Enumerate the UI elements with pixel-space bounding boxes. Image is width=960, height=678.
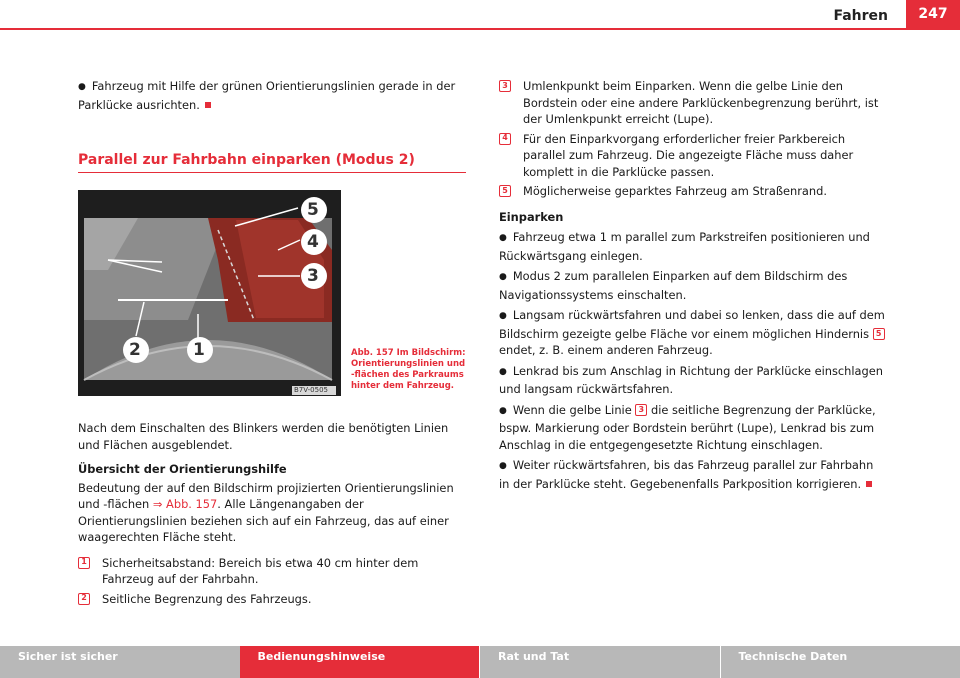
number-badge: 3 [499,80,511,92]
paragraph: Bedeutung der auf den Bildschirm projizierten Orientierungslinien und -flächen ⇒ Abb. 157. Alle Längenangaben der Orientierungslinien beziehen sich auf ein Fahrzeug, das auf einer waagerechten Fläche steht. [78,480,454,544]
figure-label-2: 2 [129,340,141,360]
page-number: 247 [906,0,960,29]
figure-code: B7V-0505 [294,386,328,394]
bullet-item: ● Wenn die gelbe Linie 3 die seitliche Begrenzung der Parklücke, bspw. Markierung oder Bordstein berührt (Lupe), Lenkrad bis zum Anschlag in die entgegengesetzte Richtung einschlagen. [499,402,887,454]
subheading: Einparken [499,209,564,224]
page-title: Fahren [833,8,888,24]
footer-tab-sicher[interactable]: Sicher ist sicher [0,646,240,678]
intro-bullet: ● Fahrzeug mit Hilfe der grünen Orientierungslinien gerade in der Parklücke ausrichten. [78,78,468,113]
list-item: 1 Sicherheitsabstand: Bereich bis etwa 40 cm hinter dem Fahrzeug auf der Fahrbahn. [78,555,468,588]
number-badge: 1 [78,557,90,569]
end-mark-icon [866,481,872,487]
parking-camera-figure [78,190,341,396]
number-badge: 5 [873,328,885,340]
number-badge: 5 [499,185,511,197]
footer-tab-rat[interactable]: Rat und Tat [479,646,720,678]
bullet-item: ● Langsam rückwärtsfahren und dabei so lenken, dass die auf dem Bildschirm gezeigte gelbe Fläche vor einem möglichen Hindernis 5 endet, z. B. einem anderen Fahrzeug. [499,307,887,359]
list-item: 3 Umlenkpunkt beim Einparken. Wenn die gelbe Linie den Bordstein oder eine andere Parklückenbegrenzung berührt, ist der Umlenkpunkt erreicht (Lupe). [499,78,887,128]
list-item: 2 Seitliche Begrenzung des Fahrzeugs. [78,591,468,608]
section-title: Parallel zur Fahrbahn einparken (Modus 2) [78,152,466,173]
number-badge: 3 [635,404,647,416]
figure-label-4: 4 [307,232,319,252]
bullet-item: ● Weiter rückwärtsfahren, bis das Fahrzeug parallel zur Fahrbahn in der Parklücke steht. Gegebenenfalls Parkposition korrigieren. [499,457,887,492]
header-rule [0,28,960,30]
paragraph: Nach dem Einschalten des Blinkers werden die benötigten Linien und Flächen ausgeblendet. [78,421,449,452]
footer-tab-bedienung[interactable]: Bedienungshinweise [240,646,480,678]
right-text-block [499,78,887,492]
subheading: Übersicht der Orientierungshilfe [78,462,287,476]
number-badge: 2 [78,593,90,605]
figure-label-5: 5 [307,200,319,220]
bullet-item: ● Modus 2 zum parallelen Einparken auf dem Bildschirm des Navigationssystems einschalten. [499,268,887,303]
list-item: 5 Möglicherweise geparktes Fahrzeug am Straßenrand. [499,183,887,200]
figure-label-1: 1 [193,340,205,360]
camera-view-illustration [78,190,341,396]
figure-label-3: 3 [307,266,319,286]
list-item: 4 Für den Einparkvorgang erforderlicher freier Parkbereich parallel zum Fahrzeug. Die angezeigte Fläche muss daher komplett in die Parklücke passen. [499,131,887,181]
figure-caption: Abb. 157 Im Bildschirm: Orientierungslinien und -flächen des Parkraums hinter dem Fahrzeug. [351,348,466,391]
end-mark-icon [205,102,211,108]
bullet-item: ● Fahrzeug etwa 1 m parallel zum Parkstreifen positionieren und Rückwärtsgang einlegen. [499,229,887,264]
number-badge: 4 [499,133,511,145]
footer-tab-technik[interactable]: Technische Daten [720,646,960,678]
footer-nav [0,646,960,678]
figure-reference-link[interactable]: ⇒ Abb. 157 [152,497,218,511]
intro-block [78,78,468,113]
bullet-item: ● Lenkrad bis zum Anschlag in Richtung der Parklücke einschlagen und langsam rückwärtsfahren. [499,363,887,398]
left-text-block [78,420,468,607]
